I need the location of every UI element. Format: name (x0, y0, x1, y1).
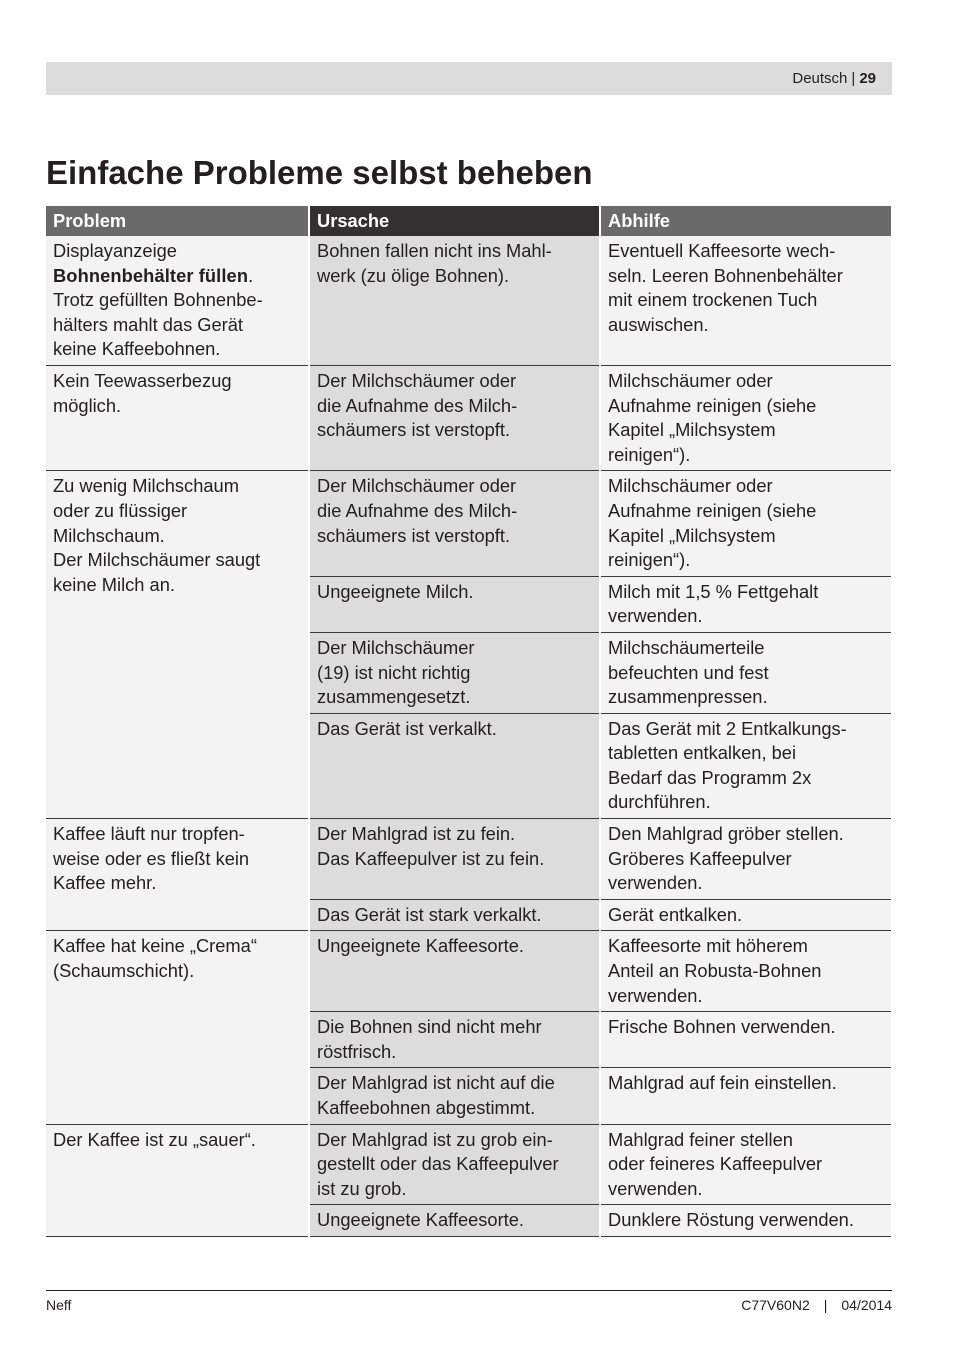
cause-line: Der Milchschäumer oder (317, 475, 517, 497)
problem-line: keine Kaffeebohnen. (53, 338, 221, 360)
remedy-line: Milchschäumerteile (608, 636, 765, 658)
cause-line: Die Bohnen sind nicht mehr (317, 1016, 542, 1038)
remedy-cell (600, 899, 891, 931)
remedy-line: oder feineres Kaffeepulver (608, 1153, 823, 1175)
cause-line: Das Gerät ist verkalkt. (317, 717, 497, 739)
footer-separator: | (823, 1297, 828, 1313)
remedy-cell (600, 576, 891, 632)
problem-cell (46, 471, 309, 819)
cause-line: Das Gerät ist stark verkalkt. (317, 903, 542, 925)
remedy-line: Mahlgrad auf fein einstellen. (608, 1072, 837, 1094)
cause-line: Kaffeebohnen abgestimmt. (317, 1097, 536, 1118)
remedy-line: Eventuell Kaffeesorte wech- (608, 240, 836, 261)
remedy-line: Milch mit 1,5 % Fettgehalt (608, 580, 819, 602)
problem-cell (46, 365, 309, 470)
cause-cell (309, 931, 600, 1012)
problem-line: Der Milchschäumer saugt (53, 549, 261, 571)
cause-cell (309, 1012, 600, 1068)
header-language: Deutsch (792, 70, 848, 87)
remedy-cell (600, 471, 891, 576)
problem-line: Milchschaum. (53, 524, 165, 546)
problem-line: Kaffee läuft nur tropfen- (53, 823, 245, 845)
cause-line: die Aufnahme des Milch- (317, 499, 518, 521)
problem-line: (Schaumschicht). (53, 960, 195, 982)
cause-line: (19) ist nicht richtig (317, 661, 471, 683)
remedy-cell (600, 365, 891, 470)
remedy-cell (600, 1124, 891, 1205)
cause-cell (309, 1124, 600, 1205)
remedy-line: Den Mahlgrad gröber stellen. (608, 823, 844, 845)
remedy-cell (600, 1068, 891, 1124)
page-number: 29 (859, 70, 876, 87)
remedy-line: Kapitel „Milchsystem (608, 419, 776, 441)
table-row (46, 365, 891, 470)
table-row (46, 931, 891, 1012)
cause-line: werk (zu ölige Bohnen). (317, 264, 510, 286)
cause-line: Ungeeignete Milch. (317, 580, 474, 602)
header-cause: Ursache (309, 206, 600, 236)
cause-line: schäumers ist verstopft. (317, 524, 511, 546)
remedy-line: Milchschäumer oder (608, 475, 773, 497)
footer-divider (46, 1290, 892, 1291)
remedy-line: verwenden. (608, 1177, 703, 1199)
problem-line: Zu wenig Milchschaum (53, 475, 239, 497)
cause-cell (309, 899, 600, 931)
page-title: Einfache Probleme selbst beheben (46, 154, 593, 191)
problem-line: Der Kaffee ist zu „sauer“. (53, 1128, 256, 1150)
display-message-text: Bohnenbehälter füllen (53, 264, 249, 286)
problem-cell (46, 236, 309, 365)
cause-line: zusammengesetzt. (317, 686, 471, 708)
remedy-line: Kaffeesorte mit höherem (608, 935, 808, 957)
cause-cell (309, 819, 600, 900)
remedy-line: Aufnahme reinigen (siehe (608, 394, 817, 416)
table-row (46, 1124, 891, 1205)
troubleshooting-table (46, 206, 891, 1237)
remedy-line: Anteil an Robusta-Bohnen (608, 960, 822, 982)
header-problem: Problem (46, 206, 309, 236)
remedy-line: Kapitel „Milchsystem (608, 524, 776, 546)
problem-line: Trotz gefüllten Bohnenbe- (53, 289, 263, 311)
cause-line: Das Kaffeepulver ist zu fein. (317, 847, 545, 869)
table-header-row (46, 206, 891, 236)
remedy-cell (600, 1012, 891, 1068)
cause-line: Ungeeignete Kaffeesorte. (317, 1209, 525, 1231)
cause-cell (309, 632, 600, 713)
cause-line: gestellt oder das Kaffeepulver (317, 1153, 559, 1175)
problem-line: Kaffee mehr. (53, 872, 157, 894)
problem-line: keine Milch an. (53, 573, 175, 595)
problem-line: hälters mahlt das Gerät (53, 313, 244, 335)
remedy-line: befeuchten und fest (608, 661, 769, 683)
problem-cell (46, 931, 309, 1124)
header-separator: | (851, 70, 856, 87)
display-message-period: . (248, 264, 254, 286)
remedy-cell (600, 1205, 891, 1237)
remedy-line: reinigen“). (608, 549, 691, 571)
problem-line: oder zu flüssiger (53, 499, 188, 521)
remedy-line: durchführen. (608, 791, 711, 813)
table-row (46, 236, 891, 365)
footer-brand: Neff (46, 1297, 72, 1313)
cause-cell (309, 713, 600, 818)
remedy-line: tabletten entkalken, bei (608, 742, 797, 764)
cause-line: Der Mahlgrad ist nicht auf die (317, 1072, 555, 1094)
problem-cell (46, 819, 309, 931)
cause-line: die Aufnahme des Milch- (317, 394, 518, 416)
remedy-line: Dunklere Röstung verwenden. (608, 1209, 854, 1231)
cause-line: Der Mahlgrad ist zu fein. (317, 823, 516, 845)
cause-line: Der Milchschäumer oder (317, 369, 517, 391)
remedy-line: reinigen“). (608, 443, 691, 465)
remedy-cell (600, 931, 891, 1012)
problem-line: möglich. (53, 394, 122, 416)
remedy-cell (600, 819, 891, 900)
problem-line: Displayanzeige (53, 240, 177, 261)
cause-line: Bohnen fallen nicht ins Mahl- (317, 240, 552, 261)
remedy-line: Mahlgrad feiner stellen (608, 1128, 793, 1150)
table-row (46, 819, 891, 900)
cause-line: Der Milchschäumer (317, 636, 475, 658)
cause-line: Der Mahlgrad ist zu grob ein- (317, 1128, 553, 1150)
cause-line: schäumers ist verstopft. (317, 419, 511, 441)
remedy-line: Frische Bohnen verwenden. (608, 1016, 836, 1038)
problem-line: Kein Teewasserbezug (53, 369, 232, 391)
cause-line: röstfrisch. (317, 1040, 397, 1062)
remedy-line: seln. Leeren Bohnenbehälter (608, 264, 843, 286)
remedy-line: Milchschäumer oder (608, 369, 773, 391)
problem-line: weise oder es fließt kein (53, 847, 250, 869)
remedy-line: Gerät entkalken. (608, 903, 743, 925)
page-header (46, 62, 892, 95)
remedy-line: Aufnahme reinigen (siehe (608, 499, 817, 521)
remedy-line: Das Gerät mit 2 Entkalkungs- (608, 717, 847, 739)
footer-model: C77V60N2 (741, 1297, 810, 1313)
footer-date: 04/2014 (841, 1297, 892, 1313)
table-body (46, 236, 891, 1236)
problem-line: Kaffee hat keine „Crema“ (53, 935, 257, 957)
cause-cell (309, 1205, 600, 1237)
remedy-cell (600, 713, 891, 818)
cause-line: Ungeeignete Kaffeesorte. (317, 935, 525, 957)
cause-cell (309, 471, 600, 576)
cause-cell (309, 236, 600, 365)
cause-cell (309, 365, 600, 470)
cause-cell (309, 576, 600, 632)
remedy-line: Bedarf das Programm 2x (608, 766, 812, 788)
remedy-line: auswischen. (608, 313, 709, 335)
remedy-cell (600, 236, 891, 365)
header-label (792, 70, 876, 87)
cause-line: ist zu grob. (317, 1177, 407, 1199)
remedy-line: verwenden. (608, 872, 703, 894)
remedy-cell (600, 632, 891, 713)
cause-cell (309, 1068, 600, 1124)
remedy-line: mit einem trockenen Tuch (608, 289, 818, 311)
problem-line-display-message (53, 264, 301, 289)
remedy-line: verwenden. (608, 605, 703, 627)
remedy-line: verwenden. (608, 984, 703, 1006)
table-row (46, 471, 891, 576)
problem-cell (46, 1124, 309, 1236)
header-remedy: Abhilfe (600, 206, 891, 236)
remedy-line: Gröberes Kaffeepulver (608, 847, 792, 869)
footer-info (741, 1297, 892, 1313)
remedy-line: zusammenpressen. (608, 686, 768, 708)
